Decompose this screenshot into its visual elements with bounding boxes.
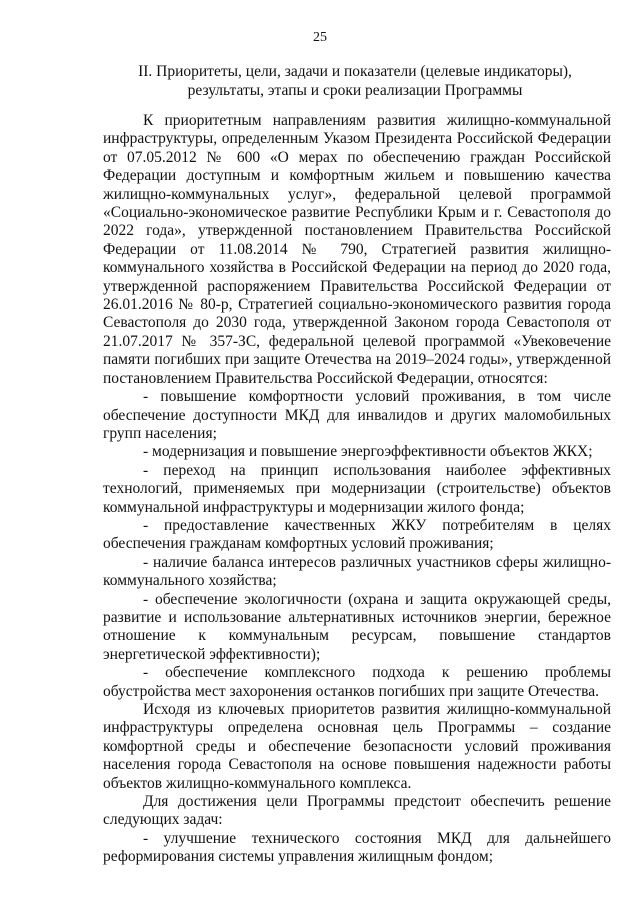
- section-heading-line-1: II. Приоритеты, цели, задачи и показатели (целевые индикаторы),: [138, 63, 572, 80]
- priority-item: - повышение комфортности условий проживания, в том числе обеспечение доступности МКД для инвалидов и других маломобильных групп населения;: [103, 388, 611, 442]
- task-item: - улучшение технического состояния МКД для дальнейшего реформирования системы управления жилищным фондом;: [103, 829, 611, 866]
- priority-item: - наличие баланса интересов различных участников сферы жилищно-коммунального хозяйства;: [103, 553, 611, 590]
- page-number: 25: [313, 30, 327, 45]
- priority-item: - обеспечение комплексного подхода к решению проблемы обустройства мест захоронения останков погибших при защите Отечества.: [103, 664, 611, 700]
- priority-item: - предоставление качественных ЖКУ потребителям в целях обеспечения гражданам комфортных условий проживания;: [103, 516, 611, 553]
- priority-item: - обеспечение экологичности (охрана и защита окружающей среды, развитие и использование альтернативных источников энергии, бережное отношение к коммунальным ресурсам, повышение стандартов энергетической эффективности);: [103, 590, 611, 663]
- intro-paragraph: К приоритетным направлениям развития жилищно-коммунальной инфраструктуры, определенным Указом Президента Российской Федерации от 07.05.2012 № 600 «О мерах по обеспечению граждан Российской Федерации доступным и комфортным жильем и повышению качества жилищно-коммунальных услуг», федеральной целевой программой «Социально-экономическое развитие Республики Крым и г. Севастополя до 2022 года», утвержденной постановлением Правительства Российской Федерации от 11.08.2014 № 790, Стратегией развития жилищно-коммунального хозяйства в Российской Федерации на период до 2020 года, утвержденной распоряжением Правительства Российской Федерации от 26.01.2016 № 80-р, Стратегией социально-экономического развития города Севастополя до 2030 года, утвержденной Законом города Севастополя от 21.07.2017 № 357-ЗС, федеральной целевой программой «Увековечение памяти погибших при защите Отечества на 2019–2024 годы», утвержденной постановлением Правительства Российской Федерации, относятся:: [103, 112, 611, 387]
- priority-item: - переход на принцип использования наиболее эффективных технологий, применяемых при модернизации (строительстве) объектов коммунальной инфраструктуры и модернизации жилого фонда;: [103, 461, 611, 516]
- tasks-intro-paragraph: Для достижения цели Программы предстоит обеспечить решение следующих задач:: [103, 793, 611, 829]
- section-heading: [120, 62, 590, 100]
- section-heading-line-2: результаты, этапы и сроки реализации Программы: [187, 82, 523, 99]
- priority-item: - модернизация и повышение энергоэффективности объектов ЖКХ;: [143, 443, 593, 461]
- body-text: [103, 112, 611, 867]
- goal-paragraph: Исходя из ключевых приоритетов развития жилищно-коммунальной инфраструктуры определена основная цель Программы – создание комфортной среды и обеспечение безопасности условий проживания населения города Севастополя на основе повышения надежности работы объектов жилищно-коммунального комплекса.: [103, 701, 611, 792]
